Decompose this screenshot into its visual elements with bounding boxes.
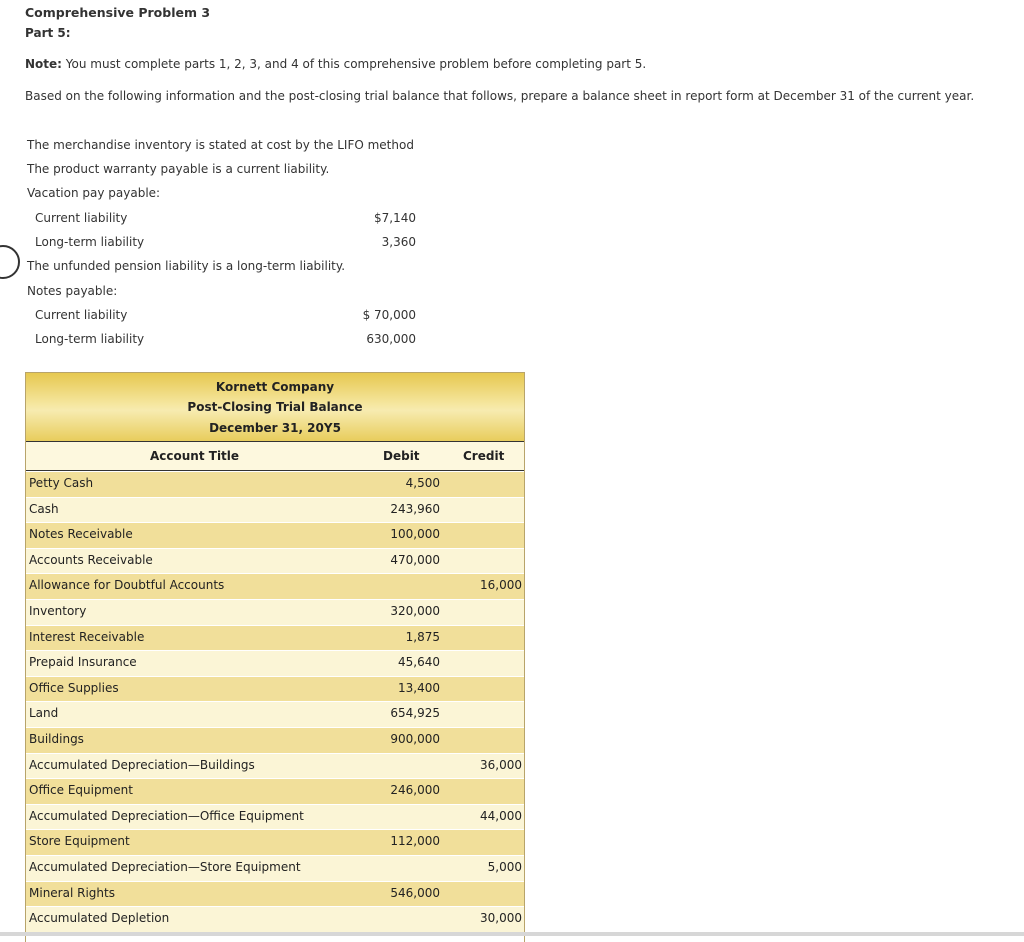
debit-header: Debit [383, 449, 420, 463]
intro-text: Based on the following information and the post-closing trial balance that follows, prepare a balance sheet in report form at December 31 of the current year. [25, 89, 975, 103]
notes-long-label: Long-term liability [35, 332, 145, 346]
account-cell: Land [29, 706, 59, 721]
account-cell: Inventory [29, 604, 87, 618]
part-label: Part 5: [25, 26, 71, 40]
table-row [26, 881, 524, 907]
table-row [26, 625, 524, 651]
table-row [26, 778, 524, 804]
account-cell: Office Supplies [29, 680, 119, 695]
table-row [26, 599, 524, 625]
vacation-long-amount: 3,360 [381, 235, 416, 249]
debit-cell: 112,000 [390, 834, 440, 849]
credit-cell: 30,000 [480, 911, 522, 926]
table-row [26, 650, 524, 676]
account-cell: Allowance for Doubtful Accounts [29, 578, 225, 593]
vacation-pay-label: Vacation pay payable: [27, 186, 161, 200]
notes-long-amount: 630,000 [366, 332, 416, 346]
debit-cell: 654,925 [390, 706, 440, 721]
trial-balance-header [26, 372, 524, 443]
note-label: Note: [25, 57, 62, 71]
vacation-long-label: Long-term liability [35, 235, 145, 249]
credit-cell: 16,000 [480, 578, 522, 593]
table-row [26, 676, 524, 702]
table-row [26, 471, 524, 497]
debit-cell: 13,400 [398, 680, 440, 695]
table-row [26, 727, 524, 753]
notes-current-label: Current liability [35, 308, 128, 322]
account-cell: Cash [29, 501, 59, 516]
account-cell: Accumulated Depreciation—Office Equipment [29, 808, 304, 823]
pension-note: The unfunded pension liability is a long-term liability. [27, 259, 346, 273]
account-cell: Accumulated Depreciation—Store Equipment [29, 860, 301, 874]
account-cell: Buildings [29, 732, 84, 746]
bottom-divider [0, 932, 1024, 936]
account-cell: Notes Receivable [29, 527, 133, 542]
statement-date: December 31, 20Y5 [209, 421, 341, 435]
vacation-current-amount: $7,140 [374, 211, 416, 225]
debit-cell: 100,000 [390, 527, 440, 542]
side-handle[interactable] [0, 245, 20, 279]
notes-payable-label: Notes payable: [27, 284, 118, 298]
credit-cell: 44,000 [480, 808, 522, 823]
debit-cell: 246,000 [390, 783, 440, 798]
account-cell: Prepaid Insurance [29, 655, 137, 670]
table-row [26, 804, 524, 830]
credit-header: Credit [463, 449, 505, 463]
account-cell: Interest Receivable [29, 629, 145, 644]
table-row [26, 497, 524, 523]
inventory-note: The merchandise inventory is stated at cost by the LIFO method [27, 138, 414, 152]
note-text: You must complete parts 1, 2, 3, and 4 of this comprehensive problem before completing part 5. [61, 57, 647, 71]
table-row [26, 906, 524, 932]
problem-title: Comprehensive Problem 3 [25, 5, 211, 20]
statement-title: Post-Closing Trial Balance [187, 400, 363, 414]
trial-balance-table [25, 372, 525, 942]
table-row [26, 829, 524, 855]
credit-cell: 36,000 [480, 757, 522, 772]
notes-current-amount: $ 70,000 [362, 308, 416, 322]
warranty-note: The product warranty payable is a current liability. [27, 162, 330, 176]
credit-cell: 5,000 [487, 860, 522, 874]
table-row [26, 753, 524, 779]
account-cell: Mineral Rights [29, 885, 115, 900]
debit-cell: 4,500 [405, 476, 440, 490]
note-line [25, 57, 646, 71]
debit-cell: 900,000 [390, 732, 440, 746]
account-cell: Accumulated Depletion [29, 911, 170, 926]
company-name: Kornett Company [215, 380, 335, 394]
account-cell: Petty Cash [29, 476, 94, 490]
table-row [26, 855, 524, 881]
account-cell: Store Equipment [29, 834, 130, 849]
table-row [26, 522, 524, 548]
debit-cell: 546,000 [390, 885, 440, 900]
account-title-header: Account Title [150, 449, 240, 463]
table-row [26, 573, 524, 599]
debit-cell: 243,960 [390, 501, 440, 516]
debit-cell: 320,000 [390, 604, 440, 618]
account-cell: Accumulated Depreciation—Buildings [29, 757, 255, 772]
vacation-current-label: Current liability [35, 211, 128, 225]
table-row [26, 548, 524, 574]
debit-cell: 470,000 [390, 552, 440, 567]
debit-cell: 1,875 [405, 629, 440, 644]
account-cell: Office Equipment [29, 783, 133, 798]
table-row [26, 701, 524, 727]
account-cell: Accounts Receivable [29, 552, 153, 567]
debit-cell: 45,640 [398, 655, 440, 670]
column-header-row [26, 442, 524, 471]
